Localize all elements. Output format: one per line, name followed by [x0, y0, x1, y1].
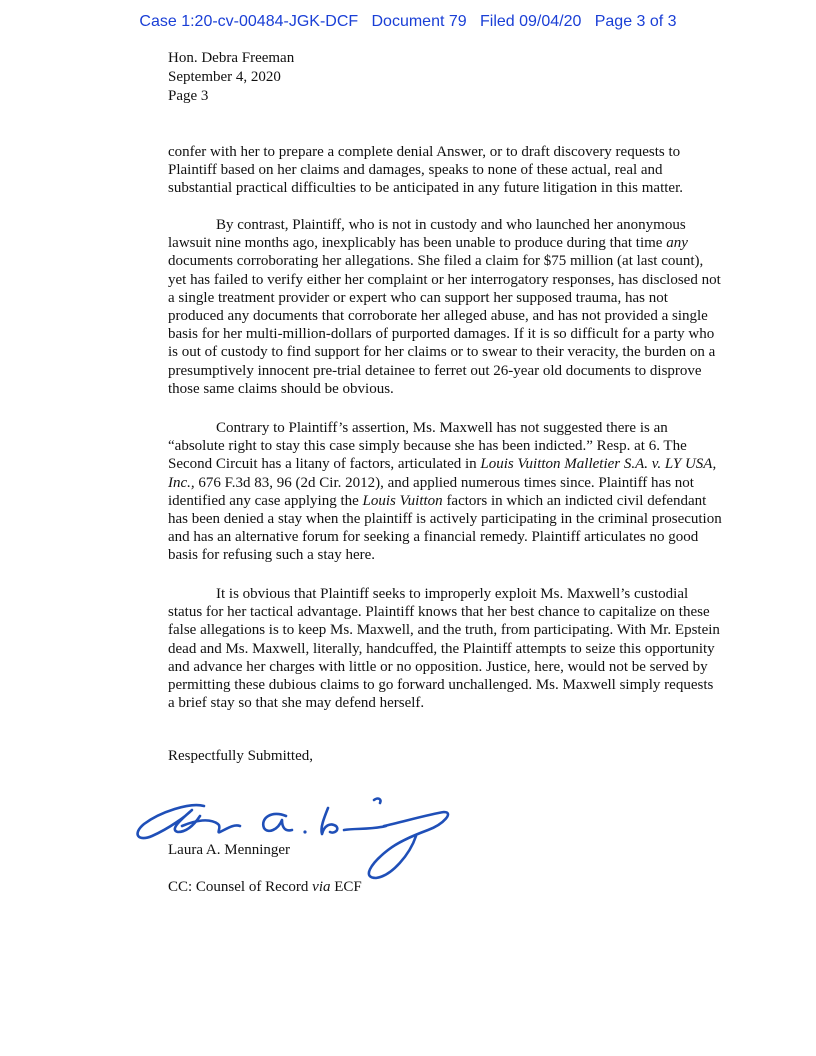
cc-text-a: CC: Counsel of Record [168, 879, 313, 895]
page-number: Page 3 [168, 88, 209, 104]
paragraph-2 [168, 216, 723, 398]
paragraph-2-text-b: documents corroborating her allegations. She filed a claim for $75 million (at last count), yet has failed to verify either her complaint or her interrogatory responses, has disclosed not a single treatment provider or expert who can support her supposed trauma, has not produced any documents that corroborate her alleged abuse, and has not provided a single basis for her multi-million-dollars of purported damages. If it is so difficult for a party who is out of custody to find support for her claims or to swear to their veracity, the burden on a presumptively innocent pre-trial detainee to ferret out 26-year old documents to disprove those same claims should be obvious. [168, 253, 721, 397]
case-citation: Louis Vuitton Malletier S.A. v. LY USA, Inc., [168, 456, 717, 491]
cc-text-b: ECF [330, 879, 362, 895]
letter-date: September 4, 2020 [168, 69, 281, 85]
paragraph-4: It is obvious that Plaintiff seeks to improperly exploit Ms. Maxwell’s custodial status for her tactical advantage. Plaintiff knows that her best chance to capitalize on these false allegations is to keep Ms. Maxwell, and the truth, from participating. With Mr. Epstein dead and Ms. Maxwell, literally, handcuffed, the Plaintiff attempts to seize this opportunity and advance her charges with little or no opposition. Justice, here, would not be served by permitting these dubious claims to go forward unchallenged. Ms. Maxwell simply requests a brief stay so that she may defend herself. [168, 586, 720, 712]
paragraph-3-text-a: Contrary to Plaintiff’s assertion, Ms. Maxwell has not suggested there is an “absolute right to stay this case simply because she has been indicted.” Resp. at 6. The Second Circuit has a litany of factors, articulated in [168, 420, 687, 473]
paragraph-2-emphasis: any [666, 235, 688, 252]
paragraph-3-text-c: factors in which an indicted civil defendant has been denied a stay when the plaintiff is actively participating in the criminal prosecution and has an alternative forum for seeking a financial remedy. Plaintiff articulates no good basis for refusing such a stay here. [168, 492, 722, 564]
case-header: Case 1:20-cv-00484-JGK-DCF Document 79 Filed 09/04/20 Page 3 of 3 [139, 13, 677, 30]
paragraph-3 [168, 419, 723, 565]
recipient: Hon. Debra Freeman [168, 50, 295, 66]
address-block [168, 49, 294, 106]
case-short-name: Louis Vuitton [362, 492, 443, 509]
paragraph-1: confer with her to prepare a complete denial Answer, or to draft discovery requests to Plaintiff based on her claims and damages, speaks to none of these actual, real and substantial practical difficulties to be anticipated in any future litigation in this matter. [168, 144, 684, 197]
signer-name: Laura A. Menninger [168, 842, 291, 858]
cc-emphasis: via [312, 879, 331, 895]
cc-line [168, 879, 362, 896]
signature [130, 790, 460, 890]
closing: Respectfully Submitted, [168, 748, 313, 764]
paragraph-3-text-b: 676 F.3d 83, 96 (2d Cir. 2012), and applied numerous times since. Plaintiff has not identified any case applying the [168, 474, 694, 509]
paragraph-2-text-a: By contrast, Plaintiff, who is not in custody and who launched her anonymous lawsuit nine months ago, inexplicably has been unable to produce during that time [168, 217, 686, 252]
